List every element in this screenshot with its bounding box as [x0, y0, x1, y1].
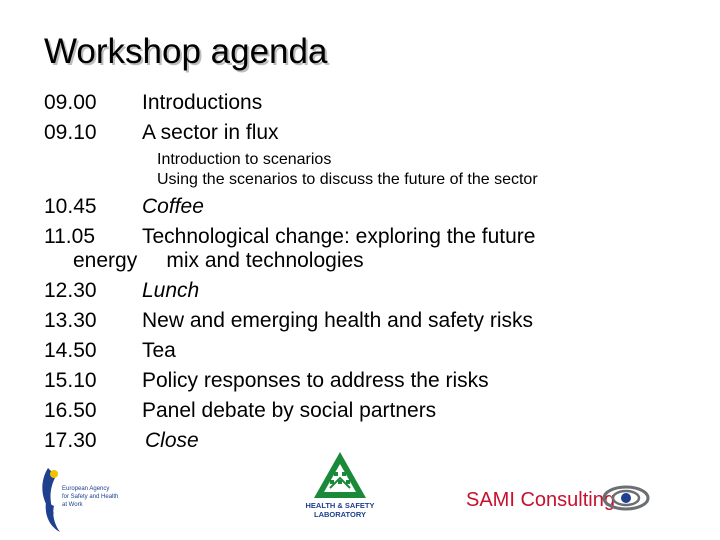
agenda-time: 15.10	[44, 369, 97, 392]
page-title: Workshop agenda	[44, 32, 328, 71]
agenda-time: 11.05	[44, 225, 95, 248]
agenda-time: 16.50	[44, 399, 97, 422]
agenda-time: 09.00	[44, 91, 97, 114]
agenda-subitem: Using the scenarios to discuss the future of the sector	[157, 171, 538, 188]
osha-line: for Safety and Health	[62, 494, 119, 500]
hsl-line: HEALTH & SAFETY	[305, 501, 375, 510]
agenda-time: 10.45	[44, 195, 97, 218]
agenda-time: 12.30	[44, 279, 97, 302]
hsl-logo	[300, 450, 380, 520]
osha-line: at Work	[62, 502, 83, 508]
osha-line: European Agency	[62, 486, 110, 492]
agenda-item: Panel debate by social partners	[142, 399, 437, 422]
agenda-item: Tea	[142, 339, 176, 362]
eu-osha-logo	[38, 462, 128, 534]
agenda-item: Policy responses to address the risks	[142, 369, 489, 392]
agenda-item: New and emerging health and safety risks	[142, 309, 534, 332]
agenda-item: Coffee	[142, 195, 204, 218]
agenda-item: A sector in flux	[142, 121, 279, 144]
sami-text: SAMI Consulting	[466, 489, 615, 511]
agenda-subitem: Introduction to scenarios	[157, 151, 332, 168]
agenda-item: Lunch	[142, 279, 200, 302]
agenda-time: 09.10	[44, 121, 97, 144]
hsl-line: LABORATORY	[314, 510, 366, 519]
agenda-time: 17.30	[44, 429, 97, 452]
sami-consulting-logo	[466, 478, 656, 518]
agenda-time: 13.30	[44, 309, 97, 332]
agenda-item: Technological change: exploring the future	[142, 225, 536, 248]
agenda-time: 14.50	[44, 339, 97, 362]
agenda-item-continuation: energy mix and technologies	[73, 249, 364, 272]
agenda-item: Introductions	[142, 91, 263, 114]
agenda-item: Close	[145, 429, 199, 452]
